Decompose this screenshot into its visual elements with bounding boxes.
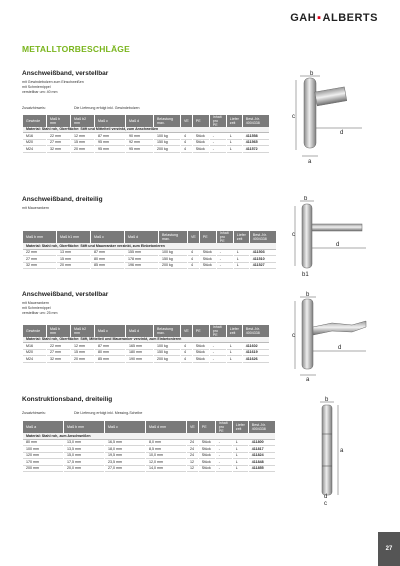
svg-text:d: d xyxy=(336,242,340,248)
table-row: 32 mm 20 mm 85 mm 196 mm 200 kg 4 Stück - L 411527 xyxy=(23,263,276,270)
table-row: M24 32 mm 20 mm 85 mm 190 mm 200 kg 4 Stück - L 411626 xyxy=(23,356,269,363)
svg-text:c: c xyxy=(324,501,327,506)
table-row: M16 22 mm 12 mm 87 mm 165 mm 100 kg 4 Stück - L 411602 xyxy=(23,343,269,350)
svg-text:b: b xyxy=(304,196,308,202)
product-table: Maß b mm Maß b1 mm Maß c Maß d Belastung max. VE PE Inhalt pro PE Liefer zeit Best.-Nr. 4004338 Material: Stahl roh, Oberfläche: Stift und Maueranker verzinkt, zum Einbetonieren 22 mm 13 mm 87 mm 155 mm 100 kg 4 Stück - L 411503 27 mm 15 mm 80 mm 178 mm 150 kg 4 Stück - L 411510 32 mm 20 mm 85 mm 196 mm 200 kg 4 Stück - L 411527 xyxy=(22,231,277,269)
product-title: Anschweißband, dreiteilig xyxy=(22,196,103,203)
svg-text:b: b xyxy=(325,397,329,403)
table-row: M20 27 mm 15 mm 95 mm 92 mm 150 kg 4 Stück - L 411565 xyxy=(23,140,269,147)
svg-text:d: d xyxy=(324,494,328,500)
product-table: Gewinde Maß b mm Maß b2 mm Maß c Maß d Belastung max. VE PE Inhalt pro PE Liefer zeit Best.-Nr. 4004338 Material: Stahl roh, Oberfläche: Stift, Mittelteil und Maueranker verzinkt, zum Einbetonieren M16 22 mm 12 mm 87 mm 165 mm 100 kg 4 Stück - L 411602 M20 27 mm 15 mm 80 mm 180 mm 150 kg 4 Stück - L 411619 M24 32 mm 20 mm 85 mm 190 mm 200 kg 4 Stück - L 411626 xyxy=(22,325,270,363)
product-desc: mit Mauerankern xyxy=(22,206,49,210)
hinge-illustration-4 xyxy=(300,396,360,506)
table-row: 120 mm 15,0 mm 19,5 mm 10,0 mm 24 Stück - L 411824 xyxy=(23,453,275,460)
svg-text:c: c xyxy=(292,232,295,238)
table-row: 27 mm 15 mm 80 mm 178 mm 150 kg 4 Stück - L 411510 xyxy=(23,256,276,263)
table-row: 22 mm 13 mm 87 mm 155 mm 100 kg 4 Stück - L 411503 xyxy=(23,250,276,257)
page-number: 27 xyxy=(378,532,400,566)
product-table: Gewinde Maß b mm Maß b2 mm Maß c Maß d Belastung max. VE PE Inhalt pro PE Liefer zeit Best.-Nr. 4004338 Material: Stahl roh, Oberfläche: Stift und Mittelteil verzinkt, zum Anschweißen M16 22 mm 12 mm 87 mm 90 mm 100 kg 4 Stück - L 411558 M20 27 mm 15 mm 95 mm 92 mm 150 kg 4 Stück - L 411565 M24 32 mm 20 mm 95 mm 95 mm 200 kg 4 Stück - L 411572 xyxy=(22,115,270,153)
product-table: Maß a Maß b mm Maß c Maß d mm VE PE Inhalt pro PE Liefer zeit Best.-Nr. 4004338 Material: Stahl roh, zum Anschweißen 80 mm 13,0 mm 16,5 mm 8,0 mm 24 Stück - L 411800 100 mm 13,5 mm 18,0 mm 8,5 mm 24 Stück - L 411817 120 mm 15,0 mm 19,5 mm 10,0 mm 24 Stück - L 411824 170 mm 17,5 mm 23,5 mm 12,0 mm 12 Stück - L 411848 200 mm 20,0 mm 27,0 mm 14,0 mm 12 Stück - L 411855 xyxy=(22,421,276,472)
svg-text:b1: b1 xyxy=(302,272,309,278)
svg-text:c: c xyxy=(292,114,295,120)
svg-text:d: d xyxy=(338,345,342,351)
table-row: M16 22 mm 12 mm 87 mm 90 mm 100 kg 4 Stück - L 411558 xyxy=(23,133,269,140)
table-row: M24 32 mm 20 mm 95 mm 95 mm 200 kg 4 Stück - L 411572 xyxy=(23,146,269,153)
svg-text:a: a xyxy=(340,448,344,454)
hinge-illustration-1 xyxy=(292,70,372,165)
product-note: Zusatzhinweis: Die Lieferung erfolgt inkl. Messing-Scheibe xyxy=(22,411,143,415)
hinge-illustration-3 xyxy=(292,291,372,381)
table-row: M20 27 mm 15 mm 80 mm 180 mm 150 kg 4 Stück - L 411619 xyxy=(23,350,269,357)
table-row: 170 mm 17,5 mm 23,5 mm 12,0 mm 12 Stück - L 411848 xyxy=(23,459,275,466)
brand-logo: GAH▪ALBERTS xyxy=(290,12,378,24)
table-row: 80 mm 13,0 mm 16,5 mm 8,0 mm 24 Stück - L 411800 xyxy=(23,440,275,447)
section-title: METALLTORBESCHLÄGE xyxy=(22,44,130,54)
svg-text:b: b xyxy=(310,71,314,77)
table-row: 100 mm 13,5 mm 18,0 mm 8,5 mm 24 Stück - L 411817 xyxy=(23,446,275,453)
product-title: Anschweißband, verstellbar xyxy=(22,70,109,77)
svg-text:b: b xyxy=(306,292,310,298)
product-desc: mit Mauerankern mit Schmiernippel verstellbar um: 25 mm xyxy=(22,301,58,316)
product-title: Anschweißband, verstellbar xyxy=(22,291,109,298)
hinge-illustration-2 xyxy=(292,196,372,281)
svg-text:a: a xyxy=(308,159,312,165)
product-note: Zusatzhinweis: Die Lieferung erfolgt inkl. Gewindebolzen xyxy=(22,105,140,110)
svg-text:d: d xyxy=(340,130,344,136)
svg-text:c: c xyxy=(292,333,295,339)
product-desc: mit Gewindebolzen zum Einschweißen mit Schmiernippel verstellbar um: 40 mm xyxy=(22,80,84,95)
table-row: 200 mm 20,0 mm 27,0 mm 14,0 mm 12 Stück - L 411855 xyxy=(23,466,275,473)
svg-text:a: a xyxy=(306,377,310,381)
product-title: Konstruktionsband, dreiteilig xyxy=(22,396,113,403)
